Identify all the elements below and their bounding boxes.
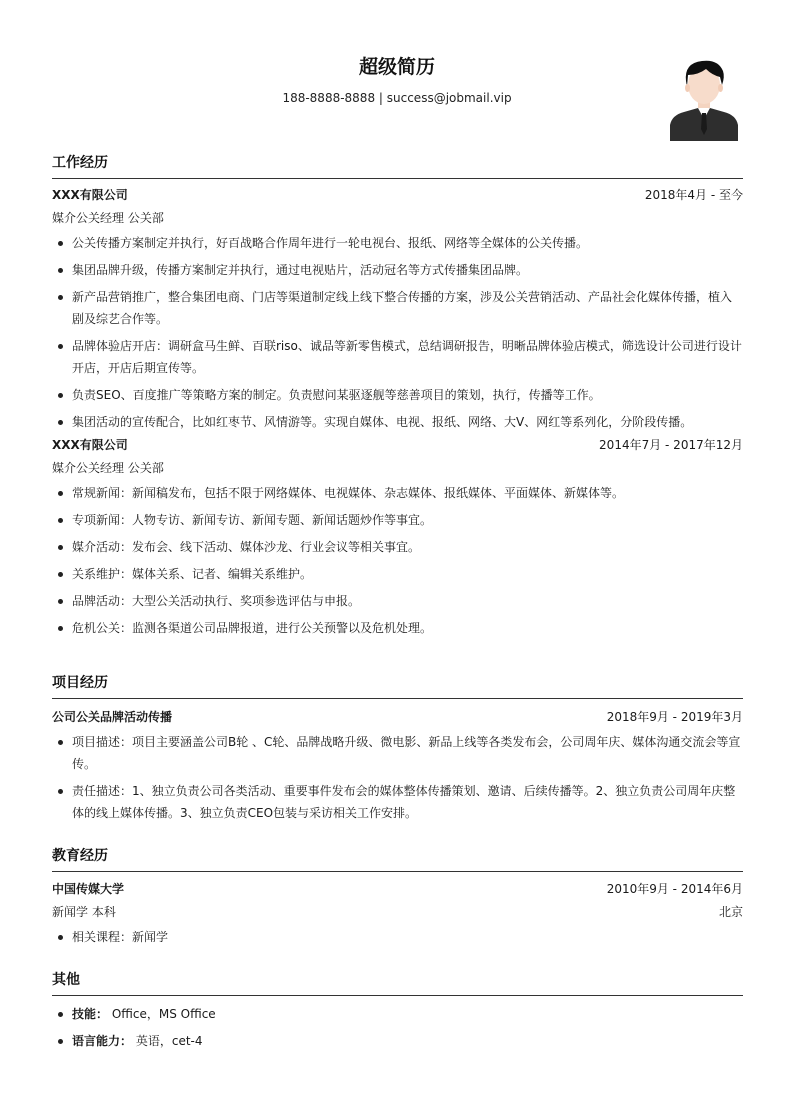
job-role: 媒介公关经理 公关部 (52, 461, 164, 475)
candidate-name: 超级简历 (358, 56, 435, 78)
list-item (52, 1030, 743, 1052)
section-work (52, 153, 743, 639)
entry-subheader (52, 460, 743, 477)
skill-value: Office，MS Office (111, 1007, 216, 1021)
school-name: 中国传媒大学 (52, 882, 125, 896)
entry-date: 2014年7月 - 2017年12月 (599, 438, 743, 452)
bullet-list (52, 731, 743, 824)
work-entry (52, 437, 743, 639)
list-item: 集团品牌升级，传播方案制定并执行，通过电视贴片，活动冠名等方式传播集团品牌。 (52, 259, 743, 281)
section-projects (52, 673, 743, 824)
entry-header (52, 187, 743, 204)
section-other (52, 970, 743, 1052)
bullet-list (52, 482, 743, 639)
project-entry (52, 709, 743, 824)
entry-date: 2018年4月 - 至今 (644, 188, 743, 202)
list-item: 责任描述：1、独立负责公司各类活动、重要事件发布会的媒体整体传播策划、邀请、后续传播等。2、独立负责公司周年庆整体的线上媒体传播。3、独立负责CEO包装与采访相关工作安排。 (52, 780, 743, 824)
section-title-other: 其他 (52, 970, 743, 996)
list-item: 常规新闻：新闻稿发布，包括不限于网络媒体、电视媒体、杂志媒体、报纸媒体、平面媒体、新媒体等。 (52, 482, 743, 504)
entry-header (52, 437, 743, 454)
bullet-list (52, 232, 743, 433)
list-item: 集团活动的宣传配合，比如红枣节、风情游等。实现自媒体、电视、报纸、网络、大V、网红等系列化，分阶段传播。 (52, 411, 743, 433)
degree: 新闻学 本科 (52, 905, 116, 919)
education-entry (52, 881, 743, 948)
entry-header (52, 709, 743, 726)
entry-header (52, 881, 743, 898)
avatar (668, 55, 740, 141)
entry-subheader (52, 904, 743, 921)
section-title-work: 工作经历 (52, 153, 743, 179)
bullet-list (52, 1003, 743, 1052)
list-item: 项目描述：项目主要涵盖公司B轮 、C轮、品牌战略升级、微电影、新品上线等各类发布会，公司周年庆、媒体沟通交流会等宣传。 (52, 731, 743, 775)
language-value: 英语，cet-4 (135, 1034, 203, 1048)
list-item: 品牌活动：大型公关活动执行、奖项参选评估与申报。 (52, 590, 743, 612)
list-item: 新产品营销推广，整合集团电商、门店等渠道制定线上线下整合传播的方案，涉及公关营销活动、产品社会化媒体传播，植入剧及综艺合作等。 (52, 286, 743, 330)
bullet-list (52, 926, 743, 948)
list-item: 媒介活动：发布会、线下活动、媒体沙龙、行业会议等相关事宜。 (52, 536, 743, 558)
list-item: 负责SEO、百度推广等策略方案的制定。负责慰问某驱逐舰等慈善项目的策划，执行，传播等工作。 (52, 384, 743, 406)
entry-date: 2018年9月 - 2019年3月 (606, 710, 743, 724)
section-education (52, 846, 743, 948)
job-role: 媒介公关经理 公关部 (52, 211, 164, 225)
list-item: 专项新闻：人物专访、新闻专访、新闻专题、新闻话题炒作等事宜。 (52, 509, 743, 531)
entry-date: 2010年9月 - 2014年6月 (606, 882, 743, 896)
project-name: 公司公关品牌活动传播 (52, 710, 173, 724)
list-item: 相关课程：新闻学 (52, 926, 743, 948)
list-item (52, 1003, 743, 1025)
work-entry (52, 187, 743, 433)
entry-subheader (52, 210, 743, 227)
section-title-education: 教育经历 (52, 846, 743, 872)
list-item: 关系维护：媒体关系、记者、编辑关系维护。 (52, 563, 743, 585)
contact-info: 188-8888-8888 | success@jobmail.vip (282, 91, 512, 105)
company-name: XXX有限公司 (52, 438, 128, 452)
list-item: 公关传播方案制定并执行，好百战略合作周年进行一轮电视台、报纸、网络等全媒体的公关传播。 (52, 232, 743, 254)
section-title-projects: 项目经历 (52, 673, 743, 699)
skill-label: 技能： (72, 1007, 109, 1021)
location: 北京 (718, 905, 743, 919)
company-name: XXX有限公司 (52, 188, 128, 202)
list-item: 品牌体验店开店：调研盒马生鲜、百联riso、诚品等新零售模式，总结调研报告，明晰品牌体验店模式，筛选设计公司进行设计开店，开店后期宣传等。 (52, 335, 743, 379)
language-label: 语言能力： (72, 1034, 133, 1048)
list-item: 危机公关：监测各渠道公司品牌报道，进行公关预警以及危机处理。 (52, 617, 743, 639)
